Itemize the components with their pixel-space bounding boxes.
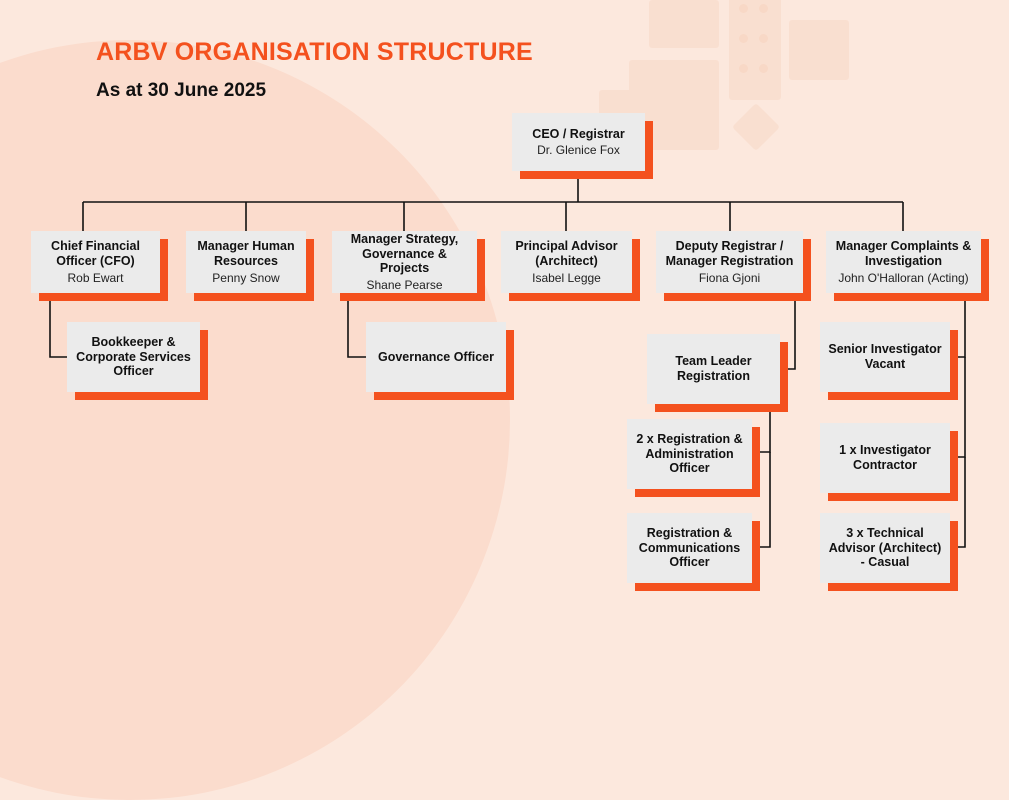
node-ceo[interactable]: [512, 113, 645, 171]
node-principal-advisor[interactable]: [501, 231, 632, 293]
node-senior-investigator[interactable]: [820, 322, 950, 392]
node-person: Rob Ewart: [67, 270, 124, 285]
node-role: 3 x Technical Advisor (Architect) - Casual: [828, 525, 942, 570]
node-role: Team Leader Registration: [675, 354, 752, 383]
node-person: Penny Snow: [212, 270, 280, 285]
node-chief-financial-officer[interactable]: [31, 231, 160, 293]
node-person: Fiona Gjoni: [698, 270, 761, 285]
node-role: Manager Strategy, Governance & Projects: [350, 231, 459, 276]
node-manager-complaints-investigation[interactable]: [826, 231, 981, 293]
node-role: Governance Officer: [377, 349, 494, 364]
node-registration-administration-officer[interactable]: [627, 419, 752, 489]
node-person: Isabel Legge: [532, 270, 601, 285]
node-role: Manager Complaints & Investigation: [835, 239, 972, 268]
page-title: ARBV ORGANISATION STRUCTURE: [96, 38, 533, 66]
node-deputy-registrar[interactable]: [656, 231, 803, 293]
node-team-leader-registration[interactable]: [647, 334, 780, 404]
node-role: CEO / Registrar: [532, 126, 625, 141]
node-person: Shane Pearse: [366, 278, 443, 293]
node-technical-advisor[interactable]: [820, 513, 950, 583]
node-person: John O'Halloran (Acting): [838, 270, 969, 285]
node-role: 2 x Registration & Administration Officer: [636, 431, 743, 476]
node-registration-communications-officer[interactable]: [627, 513, 752, 583]
node-role: Bookkeeper & Corporate Services Officer: [76, 334, 191, 379]
node-role: Deputy Registrar / Manager Registration: [665, 239, 794, 268]
node-role: 1 x Investigator Contractor: [839, 443, 931, 472]
node-role: Senior Investigator Vacant: [828, 342, 942, 371]
node-role: Registration & Communications Officer: [638, 525, 741, 570]
node-person: Dr. Glenice Fox: [537, 143, 620, 158]
node-governance-officer[interactable]: [366, 322, 506, 392]
node-role: Chief Financial Officer (CFO): [51, 239, 140, 268]
node-manager-strategy-governance-projects[interactable]: [332, 231, 477, 293]
node-bookkeeper-corporate-services-officer[interactable]: [67, 322, 200, 392]
node-investigator-contractor[interactable]: [820, 423, 950, 493]
node-role: Manager Human Resources: [197, 239, 295, 268]
page-subtitle: As at 30 June 2025: [96, 80, 267, 101]
node-role: Principal Advisor (Architect): [515, 239, 618, 268]
node-manager-human-resources[interactable]: [186, 231, 306, 293]
